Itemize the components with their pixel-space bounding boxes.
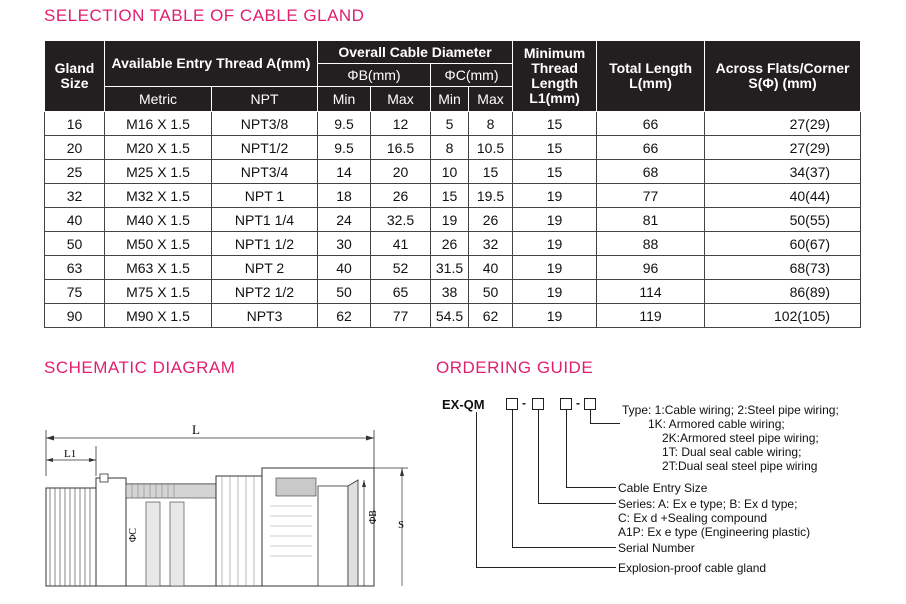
table-cell: 40(44) [705, 184, 861, 208]
header-c-max: Max [469, 87, 513, 112]
table-row [45, 208, 861, 232]
table-cell: 10.5 [469, 136, 513, 160]
table-cell: 15 [431, 184, 469, 208]
table-cell: 8 [431, 136, 469, 160]
header-min-thread-length: Minimum Thread Length L1(mm) [513, 41, 597, 112]
header-entry-thread: Available Entry Thread A(mm) [105, 41, 318, 87]
table-cell: 19 [513, 232, 597, 256]
type-line-5: 2T:Dual seal steel pipe wiring [662, 459, 818, 473]
table-cell: 30 [318, 232, 371, 256]
table-cell: 86(89) [705, 280, 861, 304]
table-cell: 68 [597, 160, 705, 184]
table-cell: 62 [469, 304, 513, 328]
label-L: L [192, 422, 200, 437]
header-overall-diameter: Overall Cable Diameter [318, 41, 513, 64]
table-cell: 66 [597, 136, 705, 160]
table-cell: 26 [469, 208, 513, 232]
table-cell: 50(55) [705, 208, 861, 232]
table-cell: NPT2 1/2 [212, 280, 318, 304]
table-cell: 38 [431, 280, 469, 304]
table-row [45, 280, 861, 304]
table-cell: 60(67) [705, 232, 861, 256]
table-cell: 65 [371, 280, 431, 304]
table-cell: M50 X 1.5 [105, 232, 212, 256]
table-cell: M32 X 1.5 [105, 184, 212, 208]
header-phi-c: ΦC(mm) [431, 64, 513, 87]
table-cell: 114 [597, 280, 705, 304]
table-cell: 20 [371, 160, 431, 184]
header-b-max: Max [371, 87, 431, 112]
table-cell: M40 X 1.5 [105, 208, 212, 232]
table-cell: M90 X 1.5 [105, 304, 212, 328]
table-cell: 15 [469, 160, 513, 184]
table-cell: M16 X 1.5 [105, 112, 212, 136]
type-line-2: 1K: Armored cable wiring; [648, 417, 785, 431]
table-cell: 66 [597, 112, 705, 136]
header-total-length: Total Length L(mm) [597, 41, 705, 112]
header-npt: NPT [212, 87, 318, 112]
table-cell: 9.5 [318, 136, 371, 160]
table-cell: NPT1/2 [212, 136, 318, 160]
table-cell: 77 [597, 184, 705, 208]
table-cell: 62 [318, 304, 371, 328]
type-box [584, 398, 596, 410]
table-cell: 19.5 [469, 184, 513, 208]
schematic-diagram [36, 416, 416, 592]
table-cell: 31.5 [431, 256, 469, 280]
series-line-1: Series: A: Ex e type; B: Ex d type; [618, 497, 798, 511]
table-cell: 41 [371, 232, 431, 256]
table-cell: NPT1 1/2 [212, 232, 318, 256]
table-cell: 34(37) [705, 160, 861, 184]
type-line-3: 2K:Armored steel pipe wiring; [662, 431, 819, 445]
type-line-4: 1T: Dual seal cable wiring; [662, 445, 802, 459]
table-cell: 96 [597, 256, 705, 280]
table-cell: M25 X 1.5 [105, 160, 212, 184]
header-c-min: Min [431, 87, 469, 112]
table-cell: 19 [513, 280, 597, 304]
table-cell: 26 [371, 184, 431, 208]
table-row [45, 160, 861, 184]
table-cell: NPT 1 [212, 184, 318, 208]
table-cell: NPT3/4 [212, 160, 318, 184]
product-code: EX-QM [442, 397, 485, 412]
serial-label: Serial Number [618, 541, 695, 555]
table-cell: 19 [513, 184, 597, 208]
type-line-1: Type: 1:Cable wiring; 2:Steel pipe wiring; [622, 403, 839, 417]
table-row [45, 112, 861, 136]
table-cell: 52 [371, 256, 431, 280]
table-cell: 50 [469, 280, 513, 304]
label-phiC: ΦC [128, 528, 139, 542]
table-cell: 119 [597, 304, 705, 328]
table-cell: 68(73) [705, 256, 861, 280]
table-cell: 26 [431, 232, 469, 256]
table-row [45, 184, 861, 208]
table-cell: 14 [318, 160, 371, 184]
table-cell: 50 [45, 232, 105, 256]
table-cell: 8 [469, 112, 513, 136]
table-cell: 77 [371, 304, 431, 328]
table-cell: 102(105) [705, 304, 861, 328]
table-cell: 63 [45, 256, 105, 280]
entry-size-label: Cable Entry Size [618, 481, 708, 495]
table-cell: 40 [45, 208, 105, 232]
table-cell: 19 [513, 208, 597, 232]
selection-table [44, 40, 861, 328]
table-cell: 32 [45, 184, 105, 208]
label-S: S [398, 519, 405, 531]
series-box [532, 398, 544, 410]
table-cell: 50 [318, 280, 371, 304]
table-cell: 32.5 [371, 208, 431, 232]
selection-table-heading: SELECTION TABLE OF CABLE GLAND [44, 6, 365, 25]
table-cell: 12 [371, 112, 431, 136]
table-cell: 54.5 [431, 304, 469, 328]
table-cell: 19 [513, 256, 597, 280]
table-cell: 15 [513, 112, 597, 136]
table-cell: 25 [45, 160, 105, 184]
table-cell: 75 [45, 280, 105, 304]
schematic-heading: SCHEMATIC DIAGRAM [44, 358, 236, 377]
table-cell: M63 X 1.5 [105, 256, 212, 280]
table-cell: 5 [431, 112, 469, 136]
entry-size-box [560, 398, 572, 410]
header-b-min: Min [318, 87, 371, 112]
table-row [45, 232, 861, 256]
header-gland-size: Gland Size [45, 41, 105, 112]
series-line-2: C: Ex d +Sealing compound [618, 511, 768, 525]
table-cell: 40 [469, 256, 513, 280]
table-cell: 32 [469, 232, 513, 256]
table-cell: 88 [597, 232, 705, 256]
table-cell: 19 [431, 208, 469, 232]
table-cell: 16 [45, 112, 105, 136]
table-cell: 16.5 [371, 136, 431, 160]
header-across-flats: Across Flats/Corner S(Φ) (mm) [705, 41, 861, 112]
label-L1: L1 [64, 448, 77, 460]
table-cell: 27(29) [705, 112, 861, 136]
label-phiB: ΦB [368, 510, 379, 524]
serial-box [506, 398, 518, 410]
table-cell: M75 X 1.5 [105, 280, 212, 304]
table-cell: 81 [597, 208, 705, 232]
table-cell: 27(29) [705, 136, 861, 160]
table-row [45, 136, 861, 160]
table-cell: 9.5 [318, 112, 371, 136]
table-row [45, 304, 861, 328]
table-cell: 19 [513, 304, 597, 328]
table-cell: NPT1 1/4 [212, 208, 318, 232]
table-cell: NPT3/8 [212, 112, 318, 136]
table-row [45, 256, 861, 280]
table-cell: 90 [45, 304, 105, 328]
table-cell: M20 X 1.5 [105, 136, 212, 160]
header-phi-b: ΦB(mm) [318, 64, 431, 87]
table-cell: 15 [513, 136, 597, 160]
table-cell: NPT 2 [212, 256, 318, 280]
product-label: Explosion-proof cable gland [618, 561, 767, 575]
table-cell: 15 [513, 160, 597, 184]
ordering-heading: ORDERING GUIDE [436, 358, 594, 377]
header-metric: Metric [105, 87, 212, 112]
table-cell: 40 [318, 256, 371, 280]
table-cell: 10 [431, 160, 469, 184]
table-cell: 20 [45, 136, 105, 160]
table-cell: 18 [318, 184, 371, 208]
series-line-3: A1P: Ex e type (Engineering plastic) [618, 525, 811, 539]
table-cell: 24 [318, 208, 371, 232]
table-cell: NPT3 [212, 304, 318, 328]
